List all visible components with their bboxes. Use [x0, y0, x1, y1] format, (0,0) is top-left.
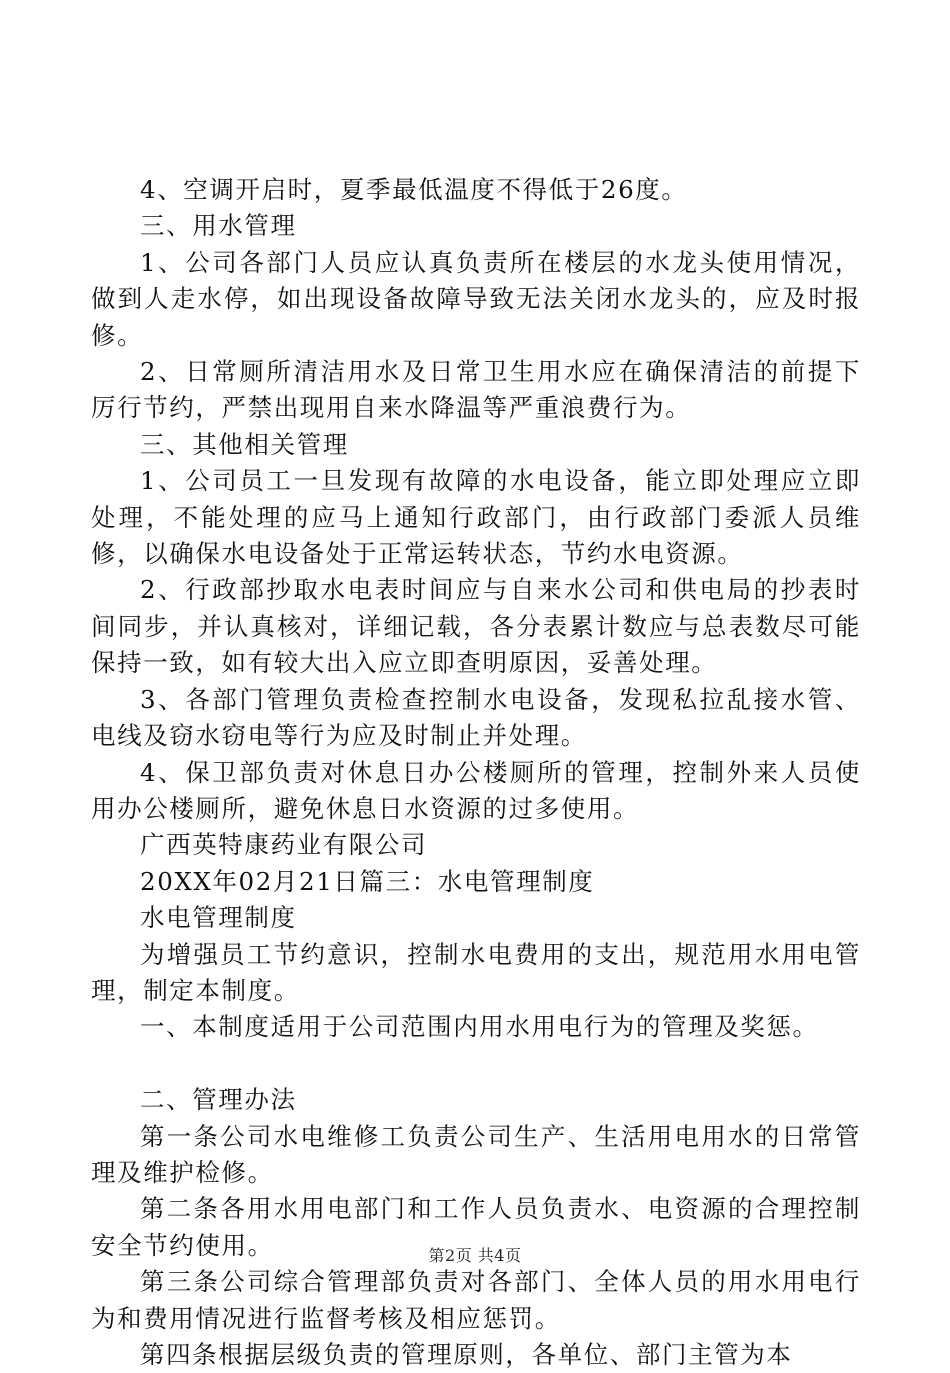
paragraph: 一、本制度适用于公司范围内用水用电行为的管理及奖惩。	[140, 1012, 819, 1042]
paragraph: 第三条公司综合管理部负责对各部门、全体人员的用水用电行为和费用情况进行监督考核及相应惩罚。	[91, 1267, 861, 1333]
paragraph: 第四条根据层级负责的管理原则，各单位、部门主管为本	[140, 1339, 793, 1369]
paragraph: 为增强员工节约意识，控制水电费用的支出，规范用水用电管理，制定本制度。	[91, 939, 861, 1005]
paragraph: 1、公司员工一旦发现有故障的水电设备，能立即处理应立即处理，不能处理的应马上通知行政部门，由行政部门委派人员维修，以确保水电设备处于正常运转状态，节约水电资源。	[91, 466, 861, 569]
blank-line	[91, 1046, 861, 1082]
page-number-footer: 第2页 共4页	[428, 1246, 522, 1265]
paragraph: 3、各部门管理负责检查控制水电设备，发现私拉乱接水管、电线及窃水窃电等行为应及时制止并处理。	[91, 684, 861, 751]
paragraph: 第二条各用水用电部门和工作人员负责水、电资源的合理控制安全节约使用。	[91, 1194, 861, 1260]
paragraph: 1、公司各部门人员应认真负责所在楼层的水龙头使用情况，做到人走水停，如出现设备故障导致无法关闭水龙头的，应及时报修。	[91, 247, 861, 350]
company-name: 广西英特康药业有限公司	[140, 830, 428, 860]
section-heading: 三、其他相关管理	[140, 429, 349, 459]
section-heading: 二、管理办法	[140, 1085, 297, 1115]
section-heading: 三、用水管理	[140, 211, 297, 241]
document-body	[91, 172, 861, 1373]
document-title: 水电管理制度	[140, 903, 297, 933]
paragraph: 2、行政部抄取水电表时间应与自来水公司和供电局的抄表时间同步，并认真核对，详细记载，各分表累计数应与总表数尽可能保持一致，如有较大出入应立即查明原因，妥善处理。	[91, 575, 861, 678]
paragraph: 4、保卫部负责对休息日办公楼厕所的管理，控制外来人员使用办公楼厕所，避免休息日水资源的过多使用。	[91, 757, 861, 823]
date-and-title-line: 20XX年02月21日篇三：水电管理制度	[140, 866, 595, 896]
paragraph: 2、日常厕所清洁用水及日常卫生用水应在确保清洁的前提下厉行节约，严禁出现用自来水降温等严重浪费行为。	[91, 357, 861, 423]
paragraph: 4、空调开启时，夏季最低温度不得低于26度。	[140, 175, 688, 204]
paragraph: 第一条公司水电维修工负责公司生产、生活用电用水的日常管理及维护检修。	[91, 1121, 861, 1187]
